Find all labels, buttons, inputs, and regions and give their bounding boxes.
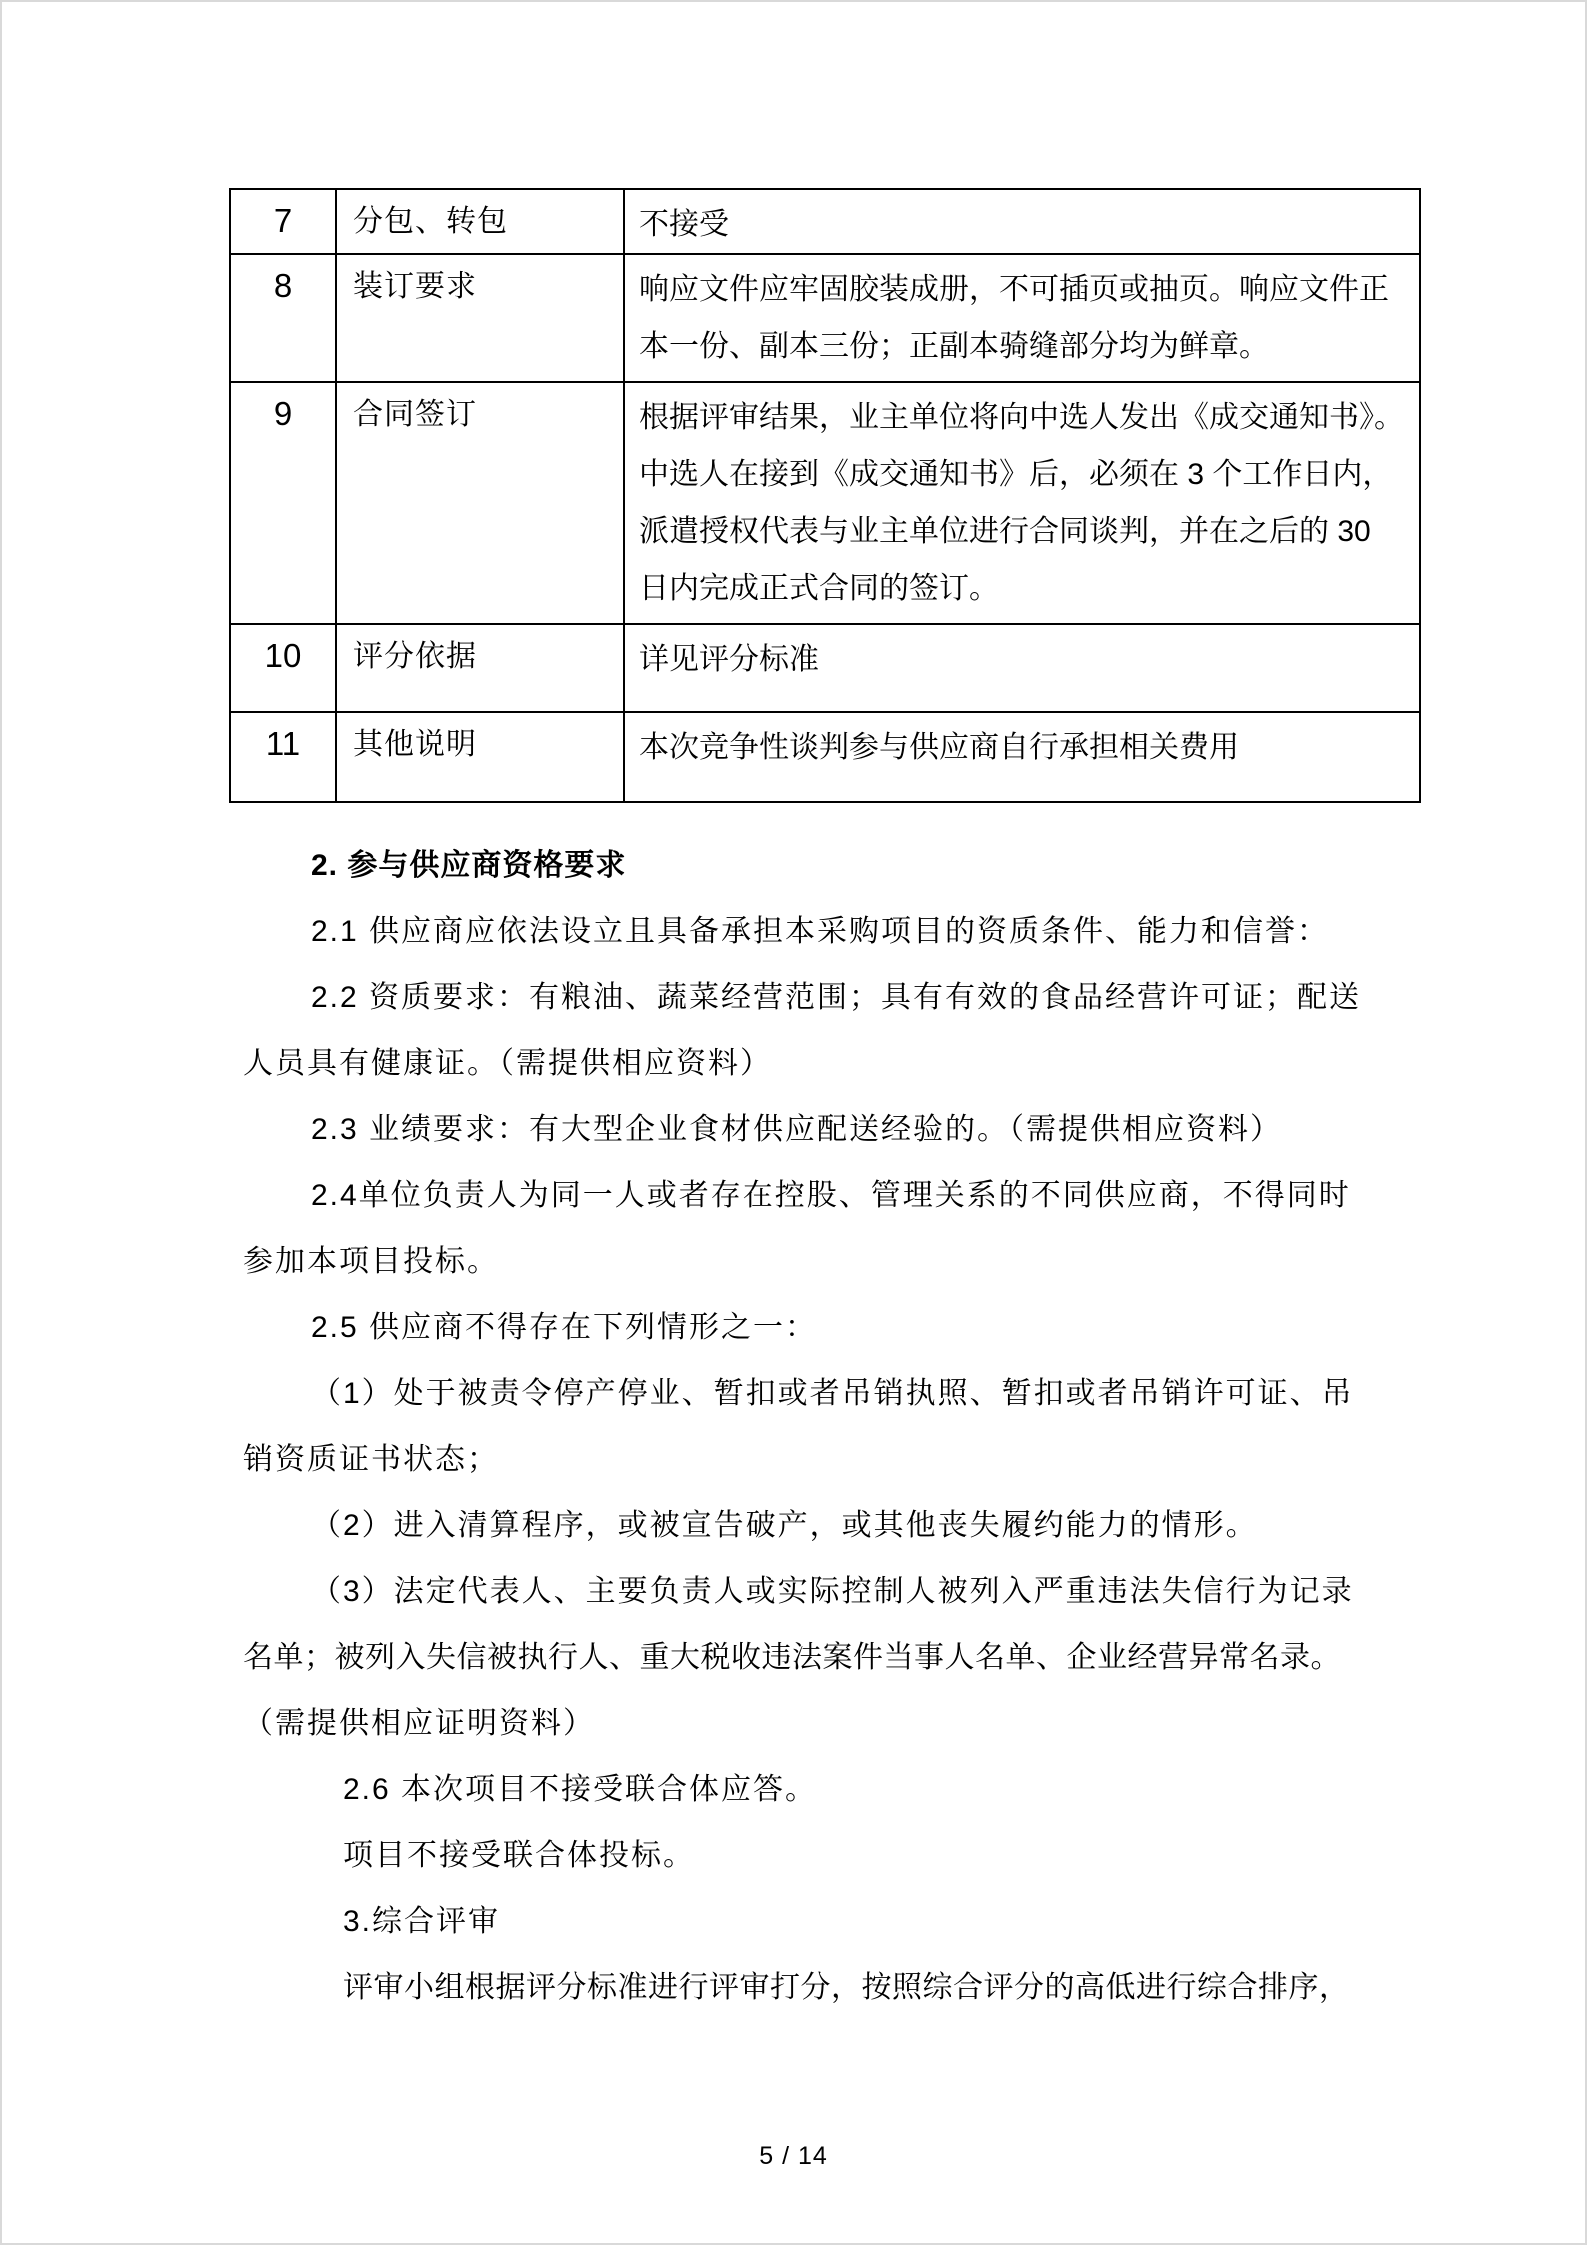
table-row bbox=[230, 254, 1420, 382]
section-heading: 2. 参与供应商资格要求 bbox=[311, 849, 627, 882]
row-content-cell bbox=[624, 382, 1420, 624]
body-line: 2.4单位负责人为同一人或者存在控股、管理关系的不同供应商，不得同时 bbox=[311, 1179, 1351, 1212]
row-number-cell: 8 bbox=[230, 254, 336, 382]
table-row bbox=[230, 624, 1420, 712]
body-line: 名单；被列入失信被执行人、重大税收违法案件当事人名单、企业经营异常名录。 bbox=[243, 1641, 1341, 1674]
body-line: 2.2 资质要求：有粮油、蔬菜经营范围；具有有效的食品经营许可证；配送 bbox=[311, 981, 1362, 1014]
body-line: （3）法定代表人、主要负责人或实际控制人被列入严重违法失信行为记录 bbox=[311, 1575, 1354, 1608]
body-line: 3.综合评审 bbox=[343, 1905, 501, 1938]
body-line: 项目不接受联合体投标。 bbox=[343, 1839, 695, 1872]
row-content-cell bbox=[624, 712, 1420, 802]
cell-line: 本一份、副本三份；正副本骑缝部分均为鲜章。 bbox=[639, 330, 1269, 363]
body-line: 2.1 供应商应依法设立且具备承担本采购项目的资质条件、能力和信誉： bbox=[311, 915, 1330, 948]
body-line: 参加本项目投标。 bbox=[243, 1245, 499, 1278]
body-line: 销资质证书状态； bbox=[243, 1443, 499, 1476]
cell-line: 中选人在接到《成交通知书》后，必须在 3 个工作日内， bbox=[639, 458, 1393, 491]
row-content-cell bbox=[624, 624, 1420, 712]
table-row bbox=[230, 189, 1420, 254]
row-label-cell: 其他说明 bbox=[336, 712, 624, 802]
cell-line: 响应文件应牢固胶装成册，不可插页或抽页。响应文件正 bbox=[639, 273, 1389, 306]
row-number-cell: 9 bbox=[230, 382, 336, 624]
row-number-cell: 7 bbox=[230, 189, 336, 254]
table-row bbox=[230, 382, 1420, 624]
page-content bbox=[229, 188, 1421, 2021]
row-content-cell bbox=[624, 254, 1420, 382]
row-number-cell: 11 bbox=[230, 712, 336, 802]
row-content-cell bbox=[624, 189, 1420, 254]
body-line: 2.6 本次项目不接受联合体应答。 bbox=[343, 1773, 818, 1806]
cell-line: 日内完成正式合同的签订。 bbox=[639, 572, 999, 605]
cell-line: 派遣授权代表与业主单位进行合同谈判，并在之后的 30 bbox=[639, 515, 1371, 548]
body-line: 2.3 业绩要求：有大型企业食材供应配送经验的。（需提供相应资料） bbox=[311, 1113, 1283, 1146]
table-row bbox=[230, 712, 1420, 802]
row-label-cell: 分包、转包 bbox=[336, 189, 624, 254]
body-line: （2）进入清算程序，或被宣告破产，或其他丧失履约能力的情形。 bbox=[311, 1509, 1258, 1542]
cell-line: 根据评审结果，业主单位将向中选人发出《成交通知书》。 bbox=[639, 401, 1404, 434]
row-label-cell: 合同签订 bbox=[336, 382, 624, 624]
cell-line: 不接受 bbox=[639, 208, 729, 241]
body-line: （需提供相应证明资料） bbox=[243, 1707, 595, 1740]
cell-line: 详见评分标准 bbox=[639, 643, 819, 676]
page-number: 5 / 14 bbox=[759, 2142, 828, 2170]
info-table bbox=[229, 188, 1421, 803]
body-text bbox=[243, 833, 1365, 2021]
row-label-cell: 评分依据 bbox=[336, 624, 624, 712]
body-line: （1）处于被责令停产停业、暂扣或者吊销执照、暂扣或者吊销许可证、吊 bbox=[311, 1377, 1354, 1410]
body-line: 2.5 供应商不得存在下列情形之一： bbox=[311, 1311, 818, 1344]
row-label-cell: 装订要求 bbox=[336, 254, 624, 382]
body-line: 人员具有健康证。（需提供相应资料） bbox=[243, 1047, 772, 1080]
cell-line: 本次竞争性谈判参与供应商自行承担相关费用 bbox=[639, 731, 1239, 764]
row-number-cell: 10 bbox=[230, 624, 336, 712]
body-line: 评审小组根据评分标准进行评审打分，按照综合评分的高低进行综合排序， bbox=[343, 1971, 1350, 2004]
